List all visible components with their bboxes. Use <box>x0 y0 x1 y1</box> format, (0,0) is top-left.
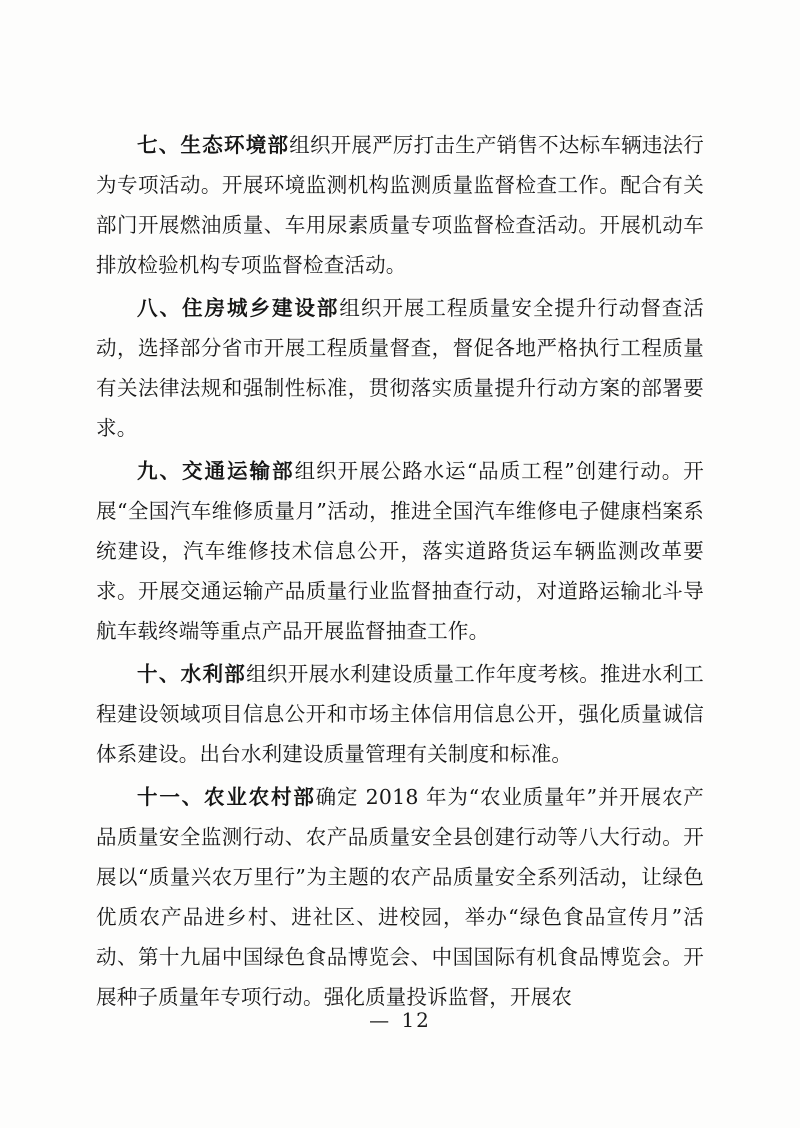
paragraph-7 <box>96 125 704 285</box>
paragraph-7-text: 组织开展严厉打击生产销售不达标车辆违法行为专项活动。开展环境监测机构监测质量监督检查工作。配合有关部门开展燃油质量、车用尿素质量专项监督检查活动。开展机动车排放检验机构专项监督检查活动。 <box>96 133 705 277</box>
page-footer <box>0 1008 800 1032</box>
paragraph-11-lead: 十一、农业农村部 <box>137 785 316 809</box>
document-body <box>96 125 704 1017</box>
footer-dash-left: — <box>369 1008 394 1032</box>
paragraph-10 <box>96 654 704 774</box>
paragraph-8 <box>96 288 704 448</box>
paragraph-8-lead: 八、住房城乡建设部 <box>137 296 340 320</box>
paragraph-9-lead: 九、交通运输部 <box>137 459 295 483</box>
paragraph-9-text: 组织开展公路水运“品质工程”创建行动。开展“全国汽车维修质量月”活动，推进全国汽车维修电子健康档案系统建设，汽车维修技术信息公开，落实道路货运车辆监测改革要求。开展交通运输产品质量行业监督抽查行动，对道路运输北斗导航车载终端等重点产品开展监督抽查工作。 <box>96 459 704 643</box>
paragraph-9 <box>96 451 704 651</box>
paragraph-7-lead: 七、生态环境部 <box>137 133 290 157</box>
footer-page-number: 12 <box>401 1008 431 1032</box>
paragraph-11 <box>96 777 704 1017</box>
paragraph-8-text: 组织开展工程质量安全提升行动督查活动，选择部分省市开展工程质量督查，督促各地严格执行工程质量有关法律法规和强制性标准，贯彻落实质量提升行动方案的部署要求。 <box>96 296 704 440</box>
paragraph-11-text: 确定 2018 年为“农业质量年”并开展农产品质量安全监测行动、农产品质量安全县创建行动等八大行动。开展以“质量兴农万里行”为主题的农产品质量安全系列活动，让绿色优质农产品进乡村、进社区、进校园，举办“绿色食品宣传月”活动、第十九届中国绿色食品博览会、中国国际有机食品博览会。开展种子质量年专项行动。强化质量投诉监督，开展农 <box>96 785 704 1009</box>
paragraph-10-text: 组织开展水利建设质量工作年度考核。推进水利工程建设领域项目信息公开和市场主体信用信息公开，强化质量诚信体系建设。出台水利建设质量管理有关制度和标准。 <box>96 662 705 766</box>
paragraph-10-lead: 十、水利部 <box>137 662 247 686</box>
